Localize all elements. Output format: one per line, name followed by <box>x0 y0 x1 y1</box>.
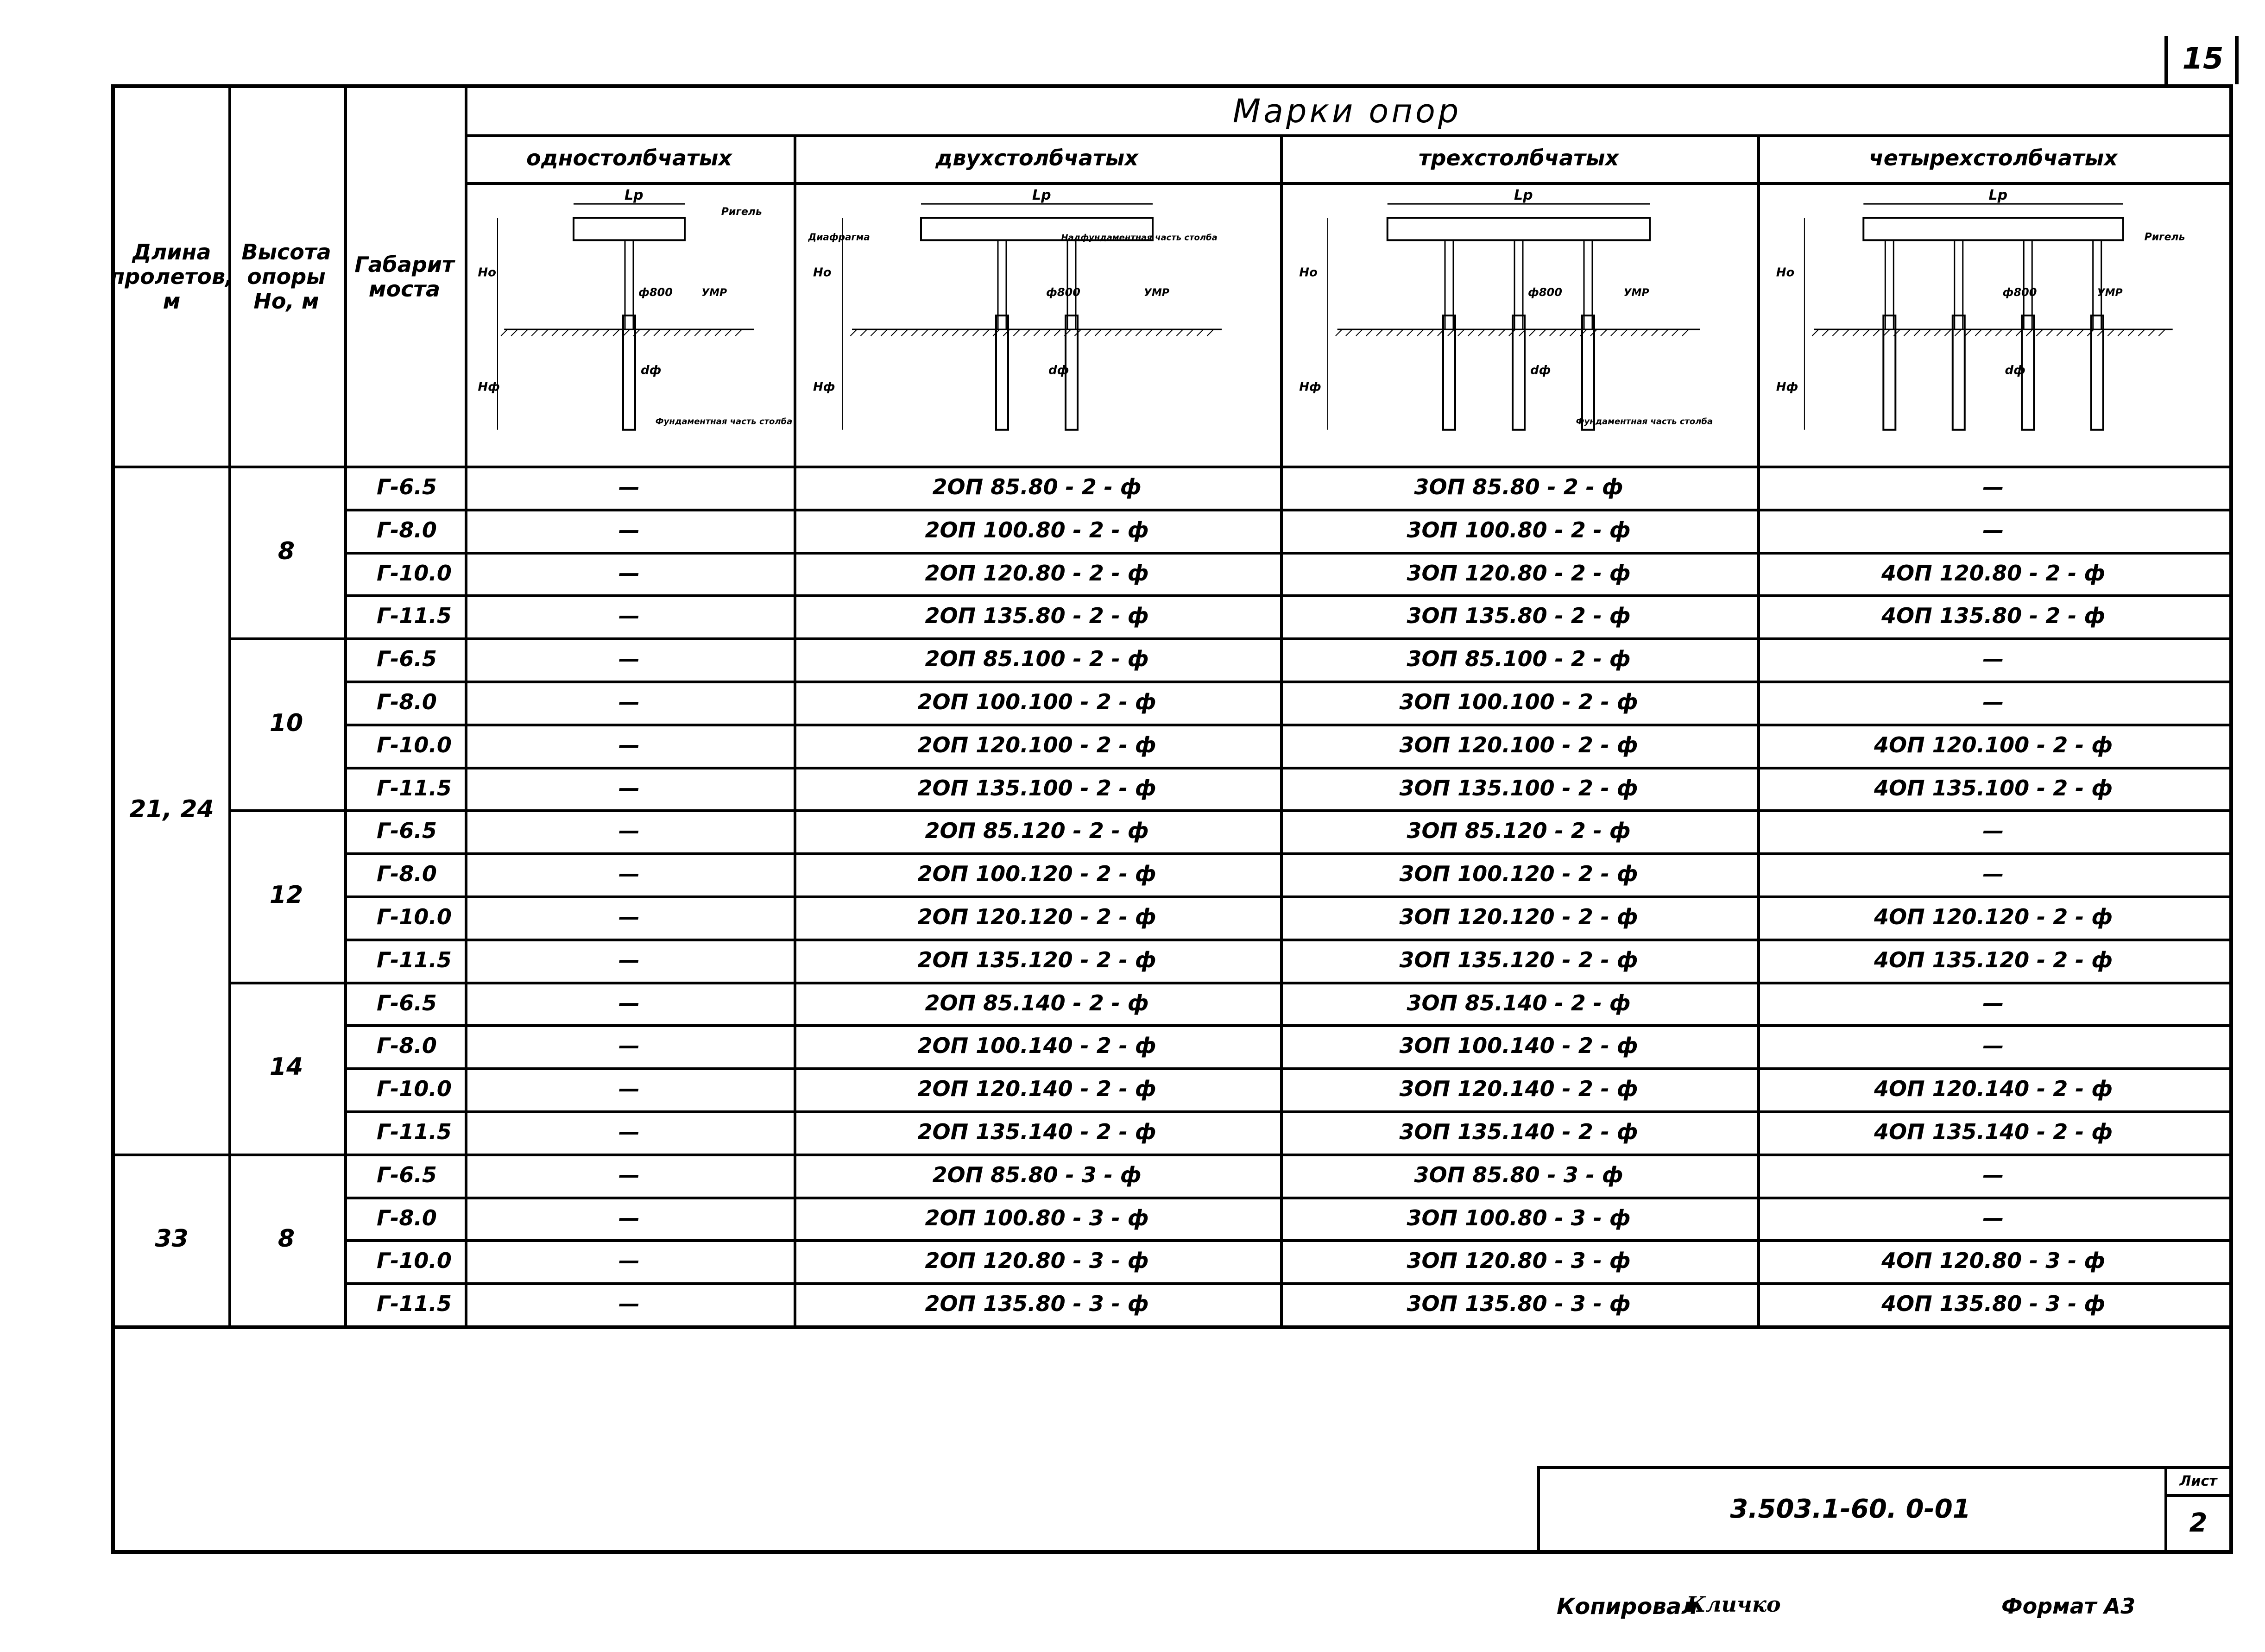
ground-hatch <box>1085 329 1091 336</box>
support-marks-table <box>110 88 2229 1320</box>
hf-label: Нф <box>1776 380 1798 394</box>
ground-hatch <box>963 329 969 336</box>
ground-hatch <box>511 329 517 336</box>
ground-hatch <box>603 329 609 336</box>
umr-label: УМР <box>1623 287 1649 299</box>
type-one-column: одностолбчатых <box>526 145 732 171</box>
ground-hatch <box>861 329 867 336</box>
ground-hatch <box>1621 329 1628 336</box>
mark-cell-three: 3ОП 120.80 - 3 - ф <box>1407 1248 1631 1274</box>
mark-cell-one: — <box>618 646 640 672</box>
ground-hatch <box>891 329 898 336</box>
h0-label: Но <box>1299 265 1318 280</box>
ground-hatch <box>582 329 589 336</box>
mark-cell-four: 4ОП 120.80 - 2 - ф <box>1881 560 2106 586</box>
mark-cell-four: 4ОП 120.140 - 2 - ф <box>1874 1076 2113 1102</box>
format-label: Формат А3 <box>2001 1594 2136 1619</box>
mark-cell-four: 4ОП 120.80 - 3 - ф <box>1881 1248 2106 1274</box>
mark-cell-one: — <box>618 689 640 714</box>
height-cell: 8 <box>278 1225 295 1253</box>
mark-cell-three: 3ОП 85.80 - 2 - ф <box>1414 474 1623 499</box>
sheet-number-box <box>2164 1469 2229 1550</box>
ground-hatch <box>1346 329 1352 336</box>
column-pile <box>1443 315 1455 430</box>
mark-cell-one: — <box>618 1076 640 1102</box>
column-header-span: Длина пролетов, м <box>110 240 233 314</box>
diafragma-label: Диафрагма <box>808 231 870 243</box>
cap-beam <box>1388 218 1650 240</box>
ground-hatch <box>2148 329 2155 336</box>
mark-cell-two: 2ОП 100.80 - 3 - ф <box>925 1205 1149 1230</box>
lp-label: Lр <box>625 187 644 204</box>
mark-cell-three: 3ОП 120.100 - 2 - ф <box>1399 732 1638 757</box>
pier-diagram-1-column <box>465 184 794 463</box>
mark-cell-four: — <box>1982 517 2004 542</box>
umr-label: УМР <box>2097 287 2123 299</box>
ground-hatch <box>1177 329 1183 336</box>
ground-hatch <box>654 329 660 336</box>
ground-hatch <box>1014 329 1020 336</box>
mark-cell-four: 4ОП 120.120 - 2 - ф <box>1874 904 2113 929</box>
rigel-label: Ригель <box>721 206 762 218</box>
mark-cell-three: 3ОП 85.120 - 2 - ф <box>1407 818 1631 844</box>
mark-cell-one: — <box>618 1162 640 1187</box>
ground-hatch <box>1207 329 1214 336</box>
height-cell: 14 <box>269 1053 303 1081</box>
ground-hatch <box>1873 329 1880 336</box>
height-cell: 10 <box>269 709 303 737</box>
ground-hatch <box>1024 329 1030 336</box>
gabarit-cell: Г-10.0 <box>377 1248 452 1274</box>
ground-hatch <box>531 329 538 336</box>
mark-cell-one: — <box>618 861 640 887</box>
mark-cell-four: — <box>1982 861 2004 887</box>
mark-cell-two: 2ОП 120.100 - 2 - ф <box>917 732 1156 757</box>
d800-label: ф800 <box>1528 285 1562 299</box>
mark-cell-three: 3ОП 100.140 - 2 - ф <box>1399 1033 1638 1059</box>
ground-hatch <box>2158 329 2165 336</box>
mark-cell-one: — <box>618 1205 640 1230</box>
ground-hatch <box>1366 329 1373 336</box>
ground-hatch <box>664 329 670 336</box>
h0-label: Но <box>1776 265 1795 280</box>
ground-hatch <box>1842 329 1849 336</box>
ground-hatch <box>1146 329 1153 336</box>
df-label: dф <box>1530 363 1551 378</box>
mark-cell-one: — <box>618 732 640 757</box>
ground-hatch <box>1570 329 1577 336</box>
mark-cell-two: 2ОП 100.140 - 2 - ф <box>917 1033 1156 1059</box>
ground-hatch <box>942 329 949 336</box>
mark-cell-three: 3ОП 100.120 - 2 - ф <box>1399 861 1638 887</box>
ground-hatch <box>1601 329 1607 336</box>
mark-cell-two: 2ОП 100.80 - 2 - ф <box>925 517 1149 542</box>
gabarit-cell: Г-11.5 <box>377 603 452 629</box>
mark-cell-four: — <box>1982 689 2004 714</box>
column-pile <box>1883 315 1895 430</box>
type-four-column: четырехстолбчатых <box>1869 145 2118 171</box>
ground-hatch <box>881 329 888 336</box>
ground-hatch <box>572 329 579 336</box>
ground-hatch <box>851 329 857 336</box>
ground-hatch <box>1336 329 1342 336</box>
mark-cell-two: 2ОП 135.100 - 2 - ф <box>917 775 1156 801</box>
ground-hatch <box>1883 329 1890 336</box>
mark-cell-one: — <box>618 904 640 929</box>
ground-hatch <box>2036 329 2043 336</box>
rigel-label: Ригель <box>2144 231 2185 243</box>
d800-label: ф800 <box>638 285 673 299</box>
h0-label: Но <box>478 265 497 280</box>
ground-hatch <box>1376 329 1383 336</box>
ground-hatch <box>1550 329 1556 336</box>
sheet-frame <box>111 84 2233 1554</box>
ground-hatch <box>1975 329 1981 336</box>
ground-hatch <box>623 329 630 336</box>
ground-hatch <box>953 329 959 336</box>
row-divider <box>465 134 2229 137</box>
ground-hatch <box>1641 329 1648 336</box>
mark-cell-four: — <box>1982 646 2004 672</box>
mark-cell-four: — <box>1982 474 2004 499</box>
height-cell: 8 <box>278 537 295 565</box>
ground-hatch <box>1662 329 1668 336</box>
ground-hatch <box>1387 329 1393 336</box>
mark-cell-two: 2ОП 85.80 - 3 - ф <box>932 1162 1142 1187</box>
ground-hatch <box>501 329 507 336</box>
h0-label: Но <box>813 265 832 280</box>
fund-label: Фундаментная часть столба <box>1576 416 1713 427</box>
ground-hatch <box>715 329 721 336</box>
copied-label: Копировал <box>1557 1594 1698 1620</box>
mark-cell-four: — <box>1982 818 2004 844</box>
mark-cell-two: 2ОП 85.80 - 2 - ф <box>932 474 1142 499</box>
ground-hatch <box>1489 329 1495 336</box>
mark-cell-three: 3ОП 120.120 - 2 - ф <box>1399 904 1638 929</box>
mark-cell-one: — <box>618 947 640 972</box>
mark-cell-four: 4ОП 135.80 - 3 - ф <box>1881 1291 2106 1317</box>
ground-hatch <box>1197 329 1204 336</box>
mark-cell-two: 2ОП 85.140 - 2 - ф <box>925 990 1149 1015</box>
mark-cell-two: 2ОП 120.120 - 2 - ф <box>917 904 1156 929</box>
ground-hatch <box>1054 329 1061 336</box>
ground-hatch <box>871 329 877 336</box>
ground-hatch <box>1116 329 1122 336</box>
gabarit-cell: Г-11.5 <box>377 947 452 972</box>
ground-hatch <box>674 329 681 336</box>
mark-cell-one: — <box>618 1291 640 1317</box>
gabarit-cell: Г-11.5 <box>377 1119 452 1144</box>
ground-hatch <box>983 329 990 336</box>
ground-hatch <box>1397 329 1403 336</box>
ground-hatch <box>1458 329 1464 336</box>
column-header-height: Высота опоры Но, м <box>241 240 331 314</box>
mark-cell-three: 3ОП 100.80 - 2 - ф <box>1407 517 1631 542</box>
ground-hatch <box>552 329 558 336</box>
hf-label: Нф <box>813 380 835 394</box>
mark-cell-two: 2ОП 135.80 - 2 - ф <box>925 603 1149 629</box>
ground-hatch <box>922 329 928 336</box>
ground-hatch <box>2107 329 2114 336</box>
ground-hatch <box>1105 329 1112 336</box>
ground-hatch <box>735 329 742 336</box>
ground-hatch <box>2057 329 2063 336</box>
mark-cell-two: 2ОП 135.120 - 2 - ф <box>917 947 1156 972</box>
copied-signature: Кличко <box>1686 1592 1781 1617</box>
ground-hatch <box>562 329 568 336</box>
mark-cell-four: — <box>1982 1162 2004 1187</box>
mark-cell-one: — <box>618 1119 640 1144</box>
umr-label: УМР <box>701 287 727 299</box>
nadfund-label: Надфундаментная часть столба <box>1061 233 1218 243</box>
gabarit-cell: Г-11.5 <box>377 775 452 801</box>
ground-hatch <box>705 329 711 336</box>
ground-hatch <box>1853 329 1859 336</box>
mark-cell-three: 3ОП 135.80 - 2 - ф <box>1407 603 1631 629</box>
mark-cell-four: 4ОП 135.120 - 2 - ф <box>1874 947 2113 972</box>
ground-hatch <box>1631 329 1638 336</box>
lp-label: Lр <box>1988 187 2008 204</box>
ground-hatch <box>1136 329 1142 336</box>
ground-hatch <box>1652 329 1658 336</box>
ground-hatch <box>1934 329 1941 336</box>
mark-cell-four: — <box>1982 1033 2004 1059</box>
mark-cell-one: — <box>618 560 640 586</box>
ground-hatch <box>1560 329 1566 336</box>
column-header-gabarit: Габарит моста <box>354 252 454 302</box>
ground-hatch <box>973 329 979 336</box>
ground-hatch <box>2006 329 2012 336</box>
mark-cell-one: — <box>618 1033 640 1059</box>
mark-cell-three: 3ОП 135.140 - 2 - ф <box>1399 1119 1638 1144</box>
mark-cell-one: — <box>618 990 640 1015</box>
ground-hatch <box>1914 329 1920 336</box>
hf-label: Нф <box>1299 380 1321 394</box>
ground-hatch <box>1672 329 1678 336</box>
mark-cell-one: — <box>618 474 640 499</box>
mark-cell-one: — <box>618 818 640 844</box>
ground-hatch <box>1863 329 1869 336</box>
pier-diagram-3-column <box>1280 184 1757 463</box>
mark-cell-three: 3ОП 120.140 - 2 - ф <box>1399 1076 1638 1102</box>
page-number: 15 <box>2182 42 2224 76</box>
ground-hatch <box>1904 329 1910 336</box>
gabarit-cell: Г-10.0 <box>377 732 452 757</box>
mark-cell-three: 3ОП 100.80 - 3 - ф <box>1407 1205 1631 1230</box>
ground-hatch <box>725 329 732 336</box>
gabarit-cell: Г-6.5 <box>377 990 437 1015</box>
ground-hatch <box>1427 329 1434 336</box>
ground-hatch <box>1832 329 1839 336</box>
ground-hatch <box>1965 329 1971 336</box>
title-block <box>1537 1466 2229 1550</box>
ground-hatch <box>593 329 599 336</box>
height-cell: 12 <box>269 881 303 909</box>
ground-hatch <box>1611 329 1617 336</box>
ground-hatch <box>1985 329 1992 336</box>
ground-hatch <box>1924 329 1931 336</box>
ground-hatch <box>1812 329 1818 336</box>
ground-hatch <box>1156 329 1163 336</box>
cap-beam <box>1863 218 2123 240</box>
gabarit-cell: Г-8.0 <box>377 689 437 714</box>
mark-cell-four: 4ОП 135.100 - 2 - ф <box>1874 775 2113 801</box>
gabarit-cell: Г-8.0 <box>377 1205 437 1230</box>
ground-hatch <box>1529 329 1536 336</box>
ground-hatch <box>694 329 701 336</box>
df-label: dф <box>1048 363 1069 378</box>
ground-hatch <box>1955 329 1961 336</box>
ground-hatch <box>1448 329 1454 336</box>
mark-cell-two: 2ОП 135.80 - 3 - ф <box>925 1291 1149 1317</box>
ground-hatch <box>542 329 548 336</box>
gabarit-cell: Г-10.0 <box>377 560 452 586</box>
mark-cell-two: 2ОП 85.100 - 2 - ф <box>925 646 1149 672</box>
gabarit-cell: Г-10.0 <box>377 904 452 929</box>
ground-hatch <box>2077 329 2083 336</box>
column-pile <box>623 315 635 430</box>
column-divider <box>344 88 347 1325</box>
umr-label: УМР <box>1144 287 1169 299</box>
ground-hatch <box>1539 329 1546 336</box>
ground-hatch <box>684 329 691 336</box>
sheet-number: 2 <box>2189 1508 2208 1539</box>
ground-hatch <box>1407 329 1413 336</box>
ground-hatch <box>1822 329 1829 336</box>
hf-label: Нф <box>478 380 500 394</box>
mark-cell-two: 2ОП 100.100 - 2 - ф <box>917 689 1156 714</box>
mark-cell-four: — <box>1982 1205 2004 1230</box>
ground-hatch <box>2067 329 2073 336</box>
gabarit-cell: Г-6.5 <box>377 818 437 844</box>
ground-hatch <box>2118 329 2124 336</box>
ground-hatch <box>1095 329 1102 336</box>
df-label: dф <box>641 363 662 378</box>
gabarit-cell: Г-6.5 <box>377 474 437 499</box>
row-divider <box>115 1325 2229 1329</box>
mark-cell-four: 4ОП 135.140 - 2 - ф <box>1874 1119 2113 1144</box>
mark-cell-four: 4ОП 135.80 - 2 - ф <box>1881 603 2106 629</box>
d800-label: ф800 <box>2002 285 2037 299</box>
gabarit-cell: Г-8.0 <box>377 861 437 887</box>
ground-hatch <box>1468 329 1475 336</box>
gabarit-cell: Г-10.0 <box>377 1076 452 1102</box>
gabarit-cell: Г-8.0 <box>377 517 437 542</box>
span-cell: 21, 24 <box>129 795 214 823</box>
ground-hatch <box>2026 329 2032 336</box>
drawing-designation: 3.503.1-60. 0-01 <box>1730 1494 1971 1525</box>
ground-hatch <box>2128 329 2134 336</box>
mark-cell-three: 3ОП 85.100 - 2 - ф <box>1407 646 1631 672</box>
ground-hatch <box>1187 329 1193 336</box>
ground-hatch <box>932 329 939 336</box>
ground-hatch <box>1995 329 2002 336</box>
ground-hatch <box>1034 329 1041 336</box>
ground-hatch <box>902 329 908 336</box>
lp-label: Lр <box>1514 187 1533 204</box>
mark-cell-three: 3ОП 85.80 - 3 - ф <box>1414 1162 1623 1187</box>
mark-cell-two: 2ОП 135.140 - 2 - ф <box>917 1119 1156 1144</box>
mark-cell-three: 3ОП 135.100 - 2 - ф <box>1399 775 1638 801</box>
column-divider <box>228 88 231 1325</box>
ground-hatch <box>1478 329 1485 336</box>
ground-hatch <box>912 329 918 336</box>
fund-label: Фундаментная часть столба <box>655 416 793 427</box>
ground-hatch <box>644 329 650 336</box>
mark-cell-one: — <box>618 1248 640 1274</box>
group-header-marks: Марки опор <box>1232 92 1462 130</box>
mark-cell-two: 2ОП 120.80 - 3 - ф <box>925 1248 1149 1274</box>
mark-cell-two: 2ОП 100.120 - 2 - ф <box>917 861 1156 887</box>
mark-cell-two: 2ОП 85.120 - 2 - ф <box>925 818 1149 844</box>
gabarit-cell: Г-6.5 <box>377 1162 437 1187</box>
mark-cell-four: 4ОП 120.100 - 2 - ф <box>1874 732 2113 757</box>
ground-hatch <box>1944 329 1951 336</box>
mark-cell-three: 3ОП 85.140 - 2 - ф <box>1407 990 1631 1015</box>
mark-cell-three: 3ОП 120.80 - 2 - ф <box>1407 560 1631 586</box>
mark-cell-three: 3ОП 135.120 - 2 - ф <box>1399 947 1638 972</box>
ground-hatch <box>2138 329 2145 336</box>
df-label: dф <box>2005 363 2025 378</box>
type-three-column: трехстолбчатых <box>1418 145 1619 171</box>
ground-hatch <box>1126 329 1132 336</box>
ground-hatch <box>2046 329 2053 336</box>
type-two-column: двухстолбчатых <box>935 145 1138 171</box>
ground-hatch <box>1682 329 1689 336</box>
cap-beam <box>574 218 685 240</box>
mark-cell-three: 3ОП 135.80 - 3 - ф <box>1407 1291 1631 1317</box>
mark-cell-one: — <box>618 517 640 542</box>
pier-diagram-4-column <box>1757 184 2229 463</box>
mark-cell-four: — <box>1982 990 2004 1015</box>
sheet-label: Лист <box>2167 1469 2229 1497</box>
mark-cell-one: — <box>618 603 640 629</box>
ground-hatch <box>1417 329 1424 336</box>
ground-hatch <box>521 329 528 336</box>
gabarit-cell: Г-6.5 <box>377 646 437 672</box>
ground-hatch <box>1044 329 1051 336</box>
pier-diagram-2-column <box>794 184 1280 463</box>
ground-hatch <box>1356 329 1363 336</box>
ground-hatch <box>613 329 619 336</box>
mark-cell-two: 2ОП 120.80 - 2 - ф <box>925 560 1149 586</box>
lp-label: Lр <box>1032 187 1051 204</box>
span-cell: 33 <box>155 1225 189 1253</box>
mark-cell-one: — <box>618 775 640 801</box>
gabarit-cell: Г-11.5 <box>377 1291 452 1317</box>
ground-hatch <box>1499 329 1505 336</box>
ground-hatch <box>1167 329 1173 336</box>
d800-label: ф800 <box>1046 285 1080 299</box>
gabarit-cell: Г-8.0 <box>377 1033 437 1059</box>
mark-cell-two: 2ОП 120.140 - 2 - ф <box>917 1076 1156 1102</box>
mark-cell-three: 3ОП 100.100 - 2 - ф <box>1399 689 1638 714</box>
